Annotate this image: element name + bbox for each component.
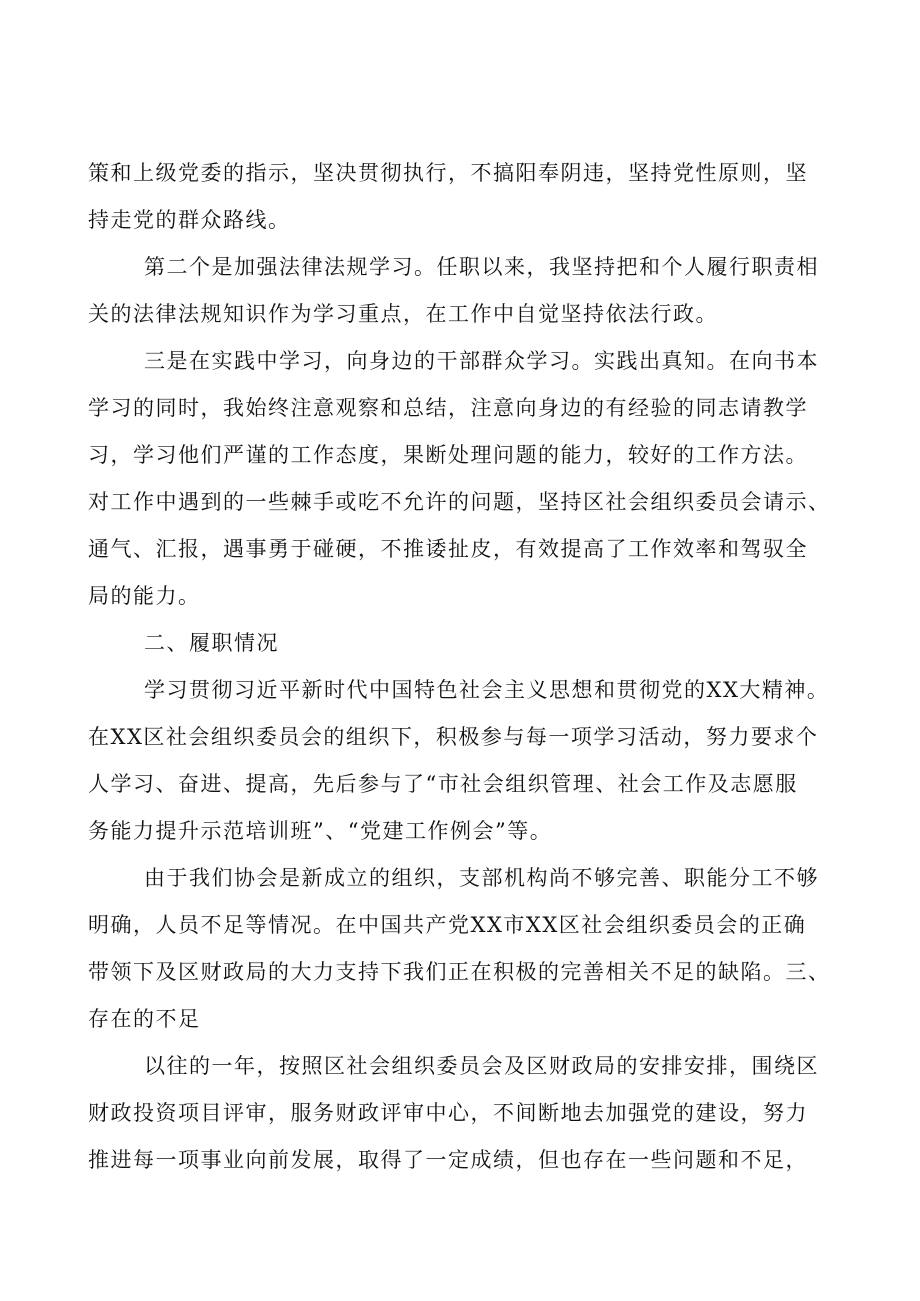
text-line: 局的能力。: [88, 584, 201, 608]
text-line: 明确，人员不足等情况。在中国共产党XX市XX区社会组织委员会的正确: [88, 913, 807, 937]
text-line: 以往的一年，按照区社会组织委员会及区财政局的安排安排，围绕区: [144, 1054, 819, 1078]
text-line: 存在的不足: [88, 1007, 201, 1031]
text-line: 策和上级党委的指示，坚决贯彻执行，不搞阳奉阴违，坚持党性原则，坚: [88, 161, 808, 185]
text-line: 对工作中遇到的一些棘手或吃不允许的问题，坚持区社会组织委员会请示、: [88, 490, 831, 514]
text-line: 学习贯彻习近平新时代中国特色社会主义思想和贯彻党的XX大精神。: [144, 678, 830, 702]
text-line: 关的法律法规知识作为学习重点，在工作中自觉坚持依法行政。: [88, 302, 718, 326]
text-line: 带领下及区财政局的大力支持下我们正在积极的完善相关不足的缺陷。三、: [88, 960, 831, 984]
text-line: 财政投资项目评审，服务财政评审中心，不间断地去加强党的建设，努力: [88, 1101, 808, 1125]
text-line: 通气、汇报，遇事勇于碰硬，不推诿扯皮，有效提高了工作效率和驾驭全: [88, 537, 808, 561]
text-line: 习，学习他们严谨的工作态度，果断处理问题的能力，较好的工作方法。: [88, 443, 808, 467]
text-line: 三是在实践中学习，向身边的干部群众学习。实践出真知。在向书本: [144, 349, 819, 373]
document-page: [88, 150, 848, 1184]
text-line: 务能力提升示范培训班”、“党建工作例会”等。: [88, 819, 553, 843]
text-line: 推进每一项事业向前发展，取得了一定成绩，但也存在一些问题和不足，: [88, 1148, 808, 1172]
section-heading: 二、履职情况: [144, 631, 279, 655]
text-line: 由于我们协会是新成立的组织，支部机构尚不够完善、职能分工不够: [144, 866, 819, 890]
text-line: 在XX区社会组织委员会的组织下，积极参与每一项学习活动，努力要求个: [88, 725, 819, 749]
text-line: 学习的同时，我始终注意观察和总结，注意向身边的有经验的同志请教学: [88, 396, 808, 420]
text-line: 人学习、奋进、提高，先后参与了“市社会组织管理、社会工作及志愿服: [88, 772, 798, 796]
text-line: 持走党的群众路线。: [88, 208, 291, 232]
text-line: 第二个是加强法律法规学习。任职以来，我坚持把和个人履行职责相: [144, 255, 819, 279]
